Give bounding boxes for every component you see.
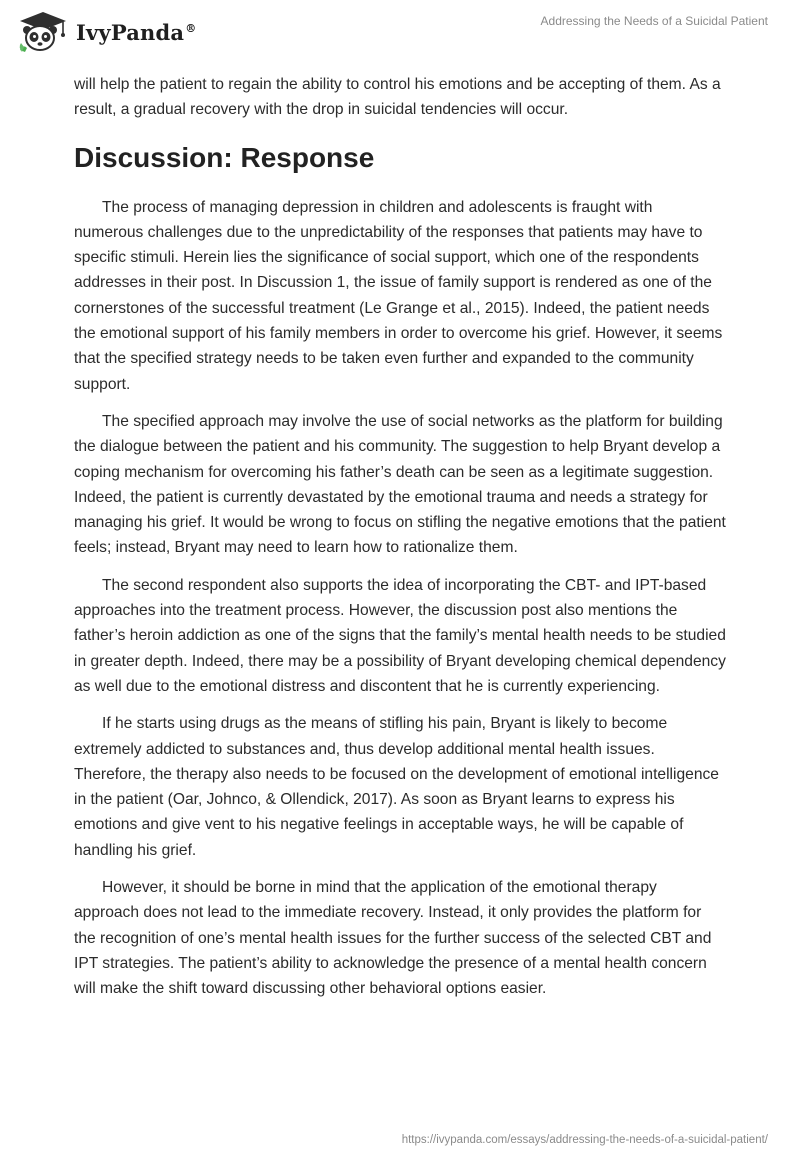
brand-name: IvyPanda® xyxy=(76,19,197,45)
paragraph-1: The process of managing depression in children and adolescents is fraught with numerous challenges due to the unpredictability of the responses that patients may have to specific stimuli. Herein lies the significance of social support, which one of the respondents addresses in their post. In Discussion 1, the issue of family support is rendered as one of the cornerstones of the successful treatment (Le Grange et al., 2015). Indeed, the patient needs the emotional support of his family members in order to overcome his grief. However, it seems that the specified strategy needs to be taken even further and expanded to the community support. xyxy=(74,198,723,393)
paragraph-2: The specified approach may involve the use of social networks as the platform for building the dialogue between the patient and his community. The suggestion to help Bryant develop a coping mechanism for overcoming his father’s death can be seen as a legitimate suggestion. Indeed, the patient is currently devastated by the emotional trauma and needs a strategy for managing his grief. It would be wrong to focus on stifling the negative emotions that the patient feels; instead, Bryant may need to learn how to rationalize them. xyxy=(74,412,726,557)
paragraph-4: If he starts using drugs as the means of stifling his pain, Bryant is likely to become extremely addicted to substances and, thus develop additional mental health issues. Therefore, the therapy also needs to be focused on the development of emotional intelligence in the patient (Oar, Johnco, & Ollendick, 2017). As soon as Bryant learns to express his emotions and give vent to his negative feelings in acceptable ways, he will be capable of handling his grief. xyxy=(74,715,719,859)
page-header xyxy=(0,0,800,60)
intro-continuation: will help the patient to regain the ability to control his emotions and be accepting of them. As a result, a gradual recovery with the drop in suicidal tendencies will occur. xyxy=(74,76,721,119)
source-url[interactable]: https://ivypanda.com/essays/addressing-the-needs-of-a-suicidal-patient/ xyxy=(401,1134,768,1146)
paragraph-5: However, it should be borne in mind that the application of the emotional therapy approach does not lead to the immediate recovery. Instead, it only provides the platform for the recognition of one’s mental health issues for the further success of the selected CBT and IPT strategies. The patient’s ability to acknowledge the presence of a mental health concern will make the shift toward discussing other behavioral options easier. xyxy=(74,879,712,998)
panda-graduate-icon xyxy=(16,10,70,54)
ivypanda-logo[interactable] xyxy=(16,10,196,54)
registered-mark: ® xyxy=(185,21,197,35)
document-title: Addressing the Needs of a Suicidal Patient xyxy=(540,14,768,28)
essay-body xyxy=(74,72,726,1002)
paragraph-3: The second respondent also supports the idea of incorporating the CBT- and IPT-based approaches into the treatment process. However, the discussion post also mentions the father’s heroin addiction as one of the signs that the family’s mental health needs to be studied in greater depth. Indeed, there may be a possibility of Bryant developing chemical dependency as well due to the emotional distress and discontent that he is currently experiencing. xyxy=(74,576,726,695)
section-heading: Discussion: Response xyxy=(74,141,375,173)
